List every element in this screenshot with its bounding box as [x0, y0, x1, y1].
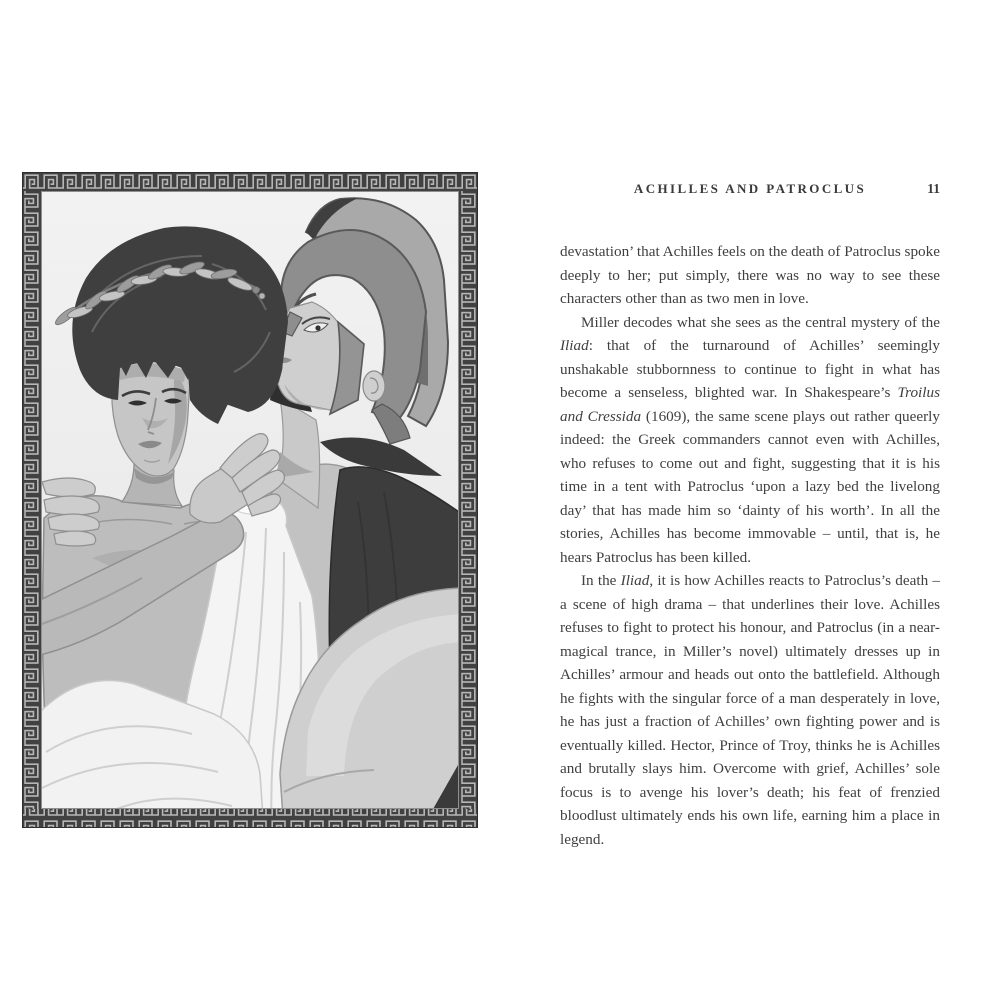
paragraph-2-text: Miller decodes what she sees as the central mystery of the [581, 313, 940, 331]
achilles-patroclus-illustration [22, 172, 478, 828]
ear [363, 371, 385, 401]
page-number: 11 [927, 181, 940, 196]
running-header: ACHILLES AND PATROCLUS [633, 181, 867, 196]
italic-title-troilus-and-cressida: Troilus and Cressida [560, 384, 940, 425]
framed-illustration [22, 172, 478, 828]
paragraph-3: In the Iliad, it is how Achilles reacts to Patroclus’s death – a scene of high drama – that underlines their love. Achilles refuses to fight to protect his honour, and Patroclus (in a near-magical trance, in Miller’s novel) ultimately dresses up in Achilles’ armour and heads out onto the battlefield. Although he fights with the singular force of a man desperately in love, he has just a fraction of Achilles’ own fighting power and is eventually killed. Hector, Prince of Troy, thinks he is Achilles and brutally slays him. Overcome with grief, Achilles’ sole focus is to avenge his lover’s death; his feat of frenzied bloodlust ultimately ends his own life, earning him a place in legend. [560, 572, 940, 848]
patroclus-figure [36, 226, 321, 828]
running-header-row [560, 181, 940, 199]
right-page [560, 181, 940, 851]
italic-title-iliad: Iliad [560, 337, 589, 354]
body-text [560, 240, 940, 851]
italic-title-iliad-2: Iliad [620, 572, 650, 589]
paragraph-2: Miller decodes what she sees as the central mystery of the Iliad: that of the turnaround of Achilles’ seemingly unshakable stubbornness to continue to fight in what has become a senseless, blighted war. In Shakespeare’s Troilus and Cressida (1609), the same scene plays out rather queerly indeed: the Greek commanders cannot even with Achilles, who refuses to come out and fight, suggesting that it is his time in a tent with Patroclus ‘upon a lazy bed the livelong day’ that has made him so ‘dainty of his worth’. In all the stories, Achilles has become immovable – until, that is, he hears Patroclus has been killed. [560, 313, 940, 566]
paragraph-1-text: devastation’ that Achilles feels on the death of Patroclus spoke deeply to her; put simply, there was no way to see these characters other than as two men in love. [560, 243, 940, 307]
paragraph-3-text: In the [581, 572, 621, 589]
paragraph-1 [560, 240, 940, 311]
